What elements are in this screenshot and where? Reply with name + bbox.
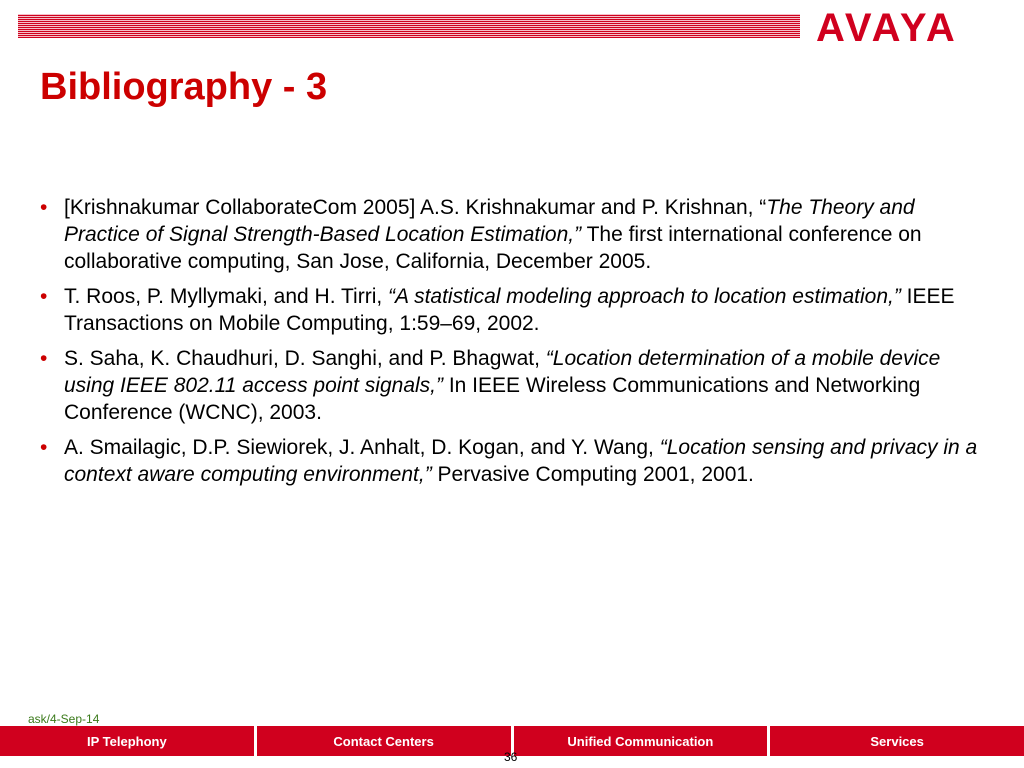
header-stripe-band xyxy=(18,14,818,38)
bullet-icon: • xyxy=(40,347,48,370)
slide-title: Bibliography - 3 xyxy=(40,66,328,108)
reference-list xyxy=(36,194,986,496)
avaya-logo: AVAYA xyxy=(816,6,958,50)
bullet-icon: • xyxy=(40,196,48,219)
reference-text: T. Roos, P. Myllymaki, and H. Tirri, xyxy=(64,285,389,308)
footer-note: ask/4-Sep-14 xyxy=(28,712,100,726)
reference-text: A. Smailagic, D.P. Siewiorek, J. Anhalt, D. Kogan, and Y. Wang, xyxy=(64,436,660,459)
reference-text: S. Saha, K. Chaudhuri, D. Sanghi, and P. Bhagwat, xyxy=(64,347,546,370)
reference-title: “Location determination of a mobile device using IEEE 802.11 access point signals,” xyxy=(64,347,941,397)
reference-title: “A statistical modeling approach to location estimation,” xyxy=(388,285,901,308)
reference-source: IEEE Transactions on Mobile Computing, 1:59–69, 2002. xyxy=(64,285,955,335)
reference-title: “Location sensing and privacy in a context aware computing environment,” xyxy=(64,436,978,486)
bullet-icon: • xyxy=(40,285,48,308)
footer-section-contact-centers: Contact Centers xyxy=(257,726,514,756)
reference-source: Pervasive Computing 2001, 2001. xyxy=(431,463,754,486)
reference-source: The first international conference on collaborative computing, San Jose, California, December 2005. xyxy=(64,223,922,273)
reference-item xyxy=(36,345,986,426)
reference-item xyxy=(36,434,986,488)
bullet-icon: • xyxy=(40,436,48,459)
footer-section-ip-telephony: IP Telephony xyxy=(0,726,257,756)
reference-source: In IEEE Wireless Communications and Networking Conference (WCNC), 2003. xyxy=(64,374,921,424)
page-number: 36 xyxy=(504,750,518,764)
footer-section-unified-communication: Unified Communication xyxy=(514,726,771,756)
reference-text: [Krishnakumar CollaborateCom 2005] A.S. Krishnakumar and P. Krishnan, “ xyxy=(64,196,767,219)
footer-section-services: Services xyxy=(870,733,924,749)
reference-title: The Theory and Practice of Signal Strength-Based Location Estimation,” xyxy=(64,196,915,246)
reference-item xyxy=(36,194,986,275)
reference-item xyxy=(36,283,986,337)
